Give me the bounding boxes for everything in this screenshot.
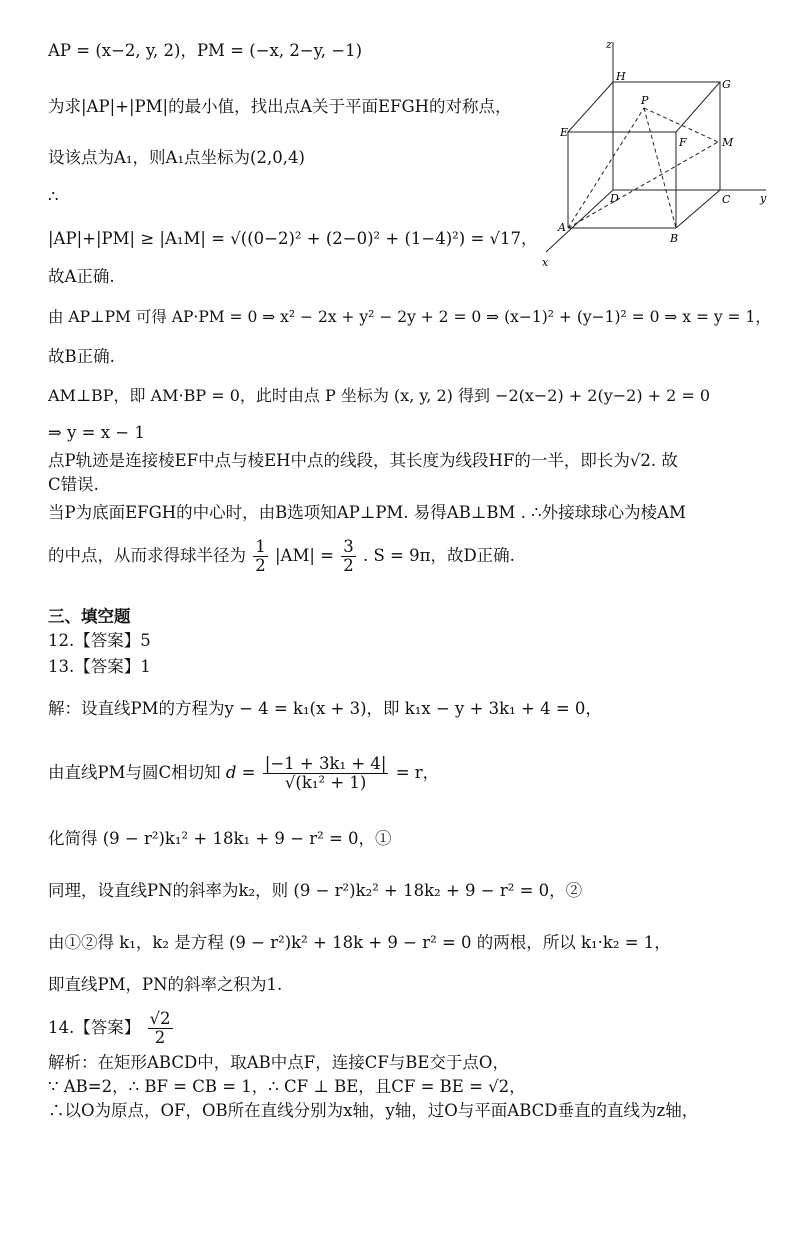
label-x: x [542, 256, 549, 269]
simplified-equation-1: 化简得 (9 − r²)k₁² + 18k₁ + 9 − r² = 0，① [48, 829, 392, 848]
answer-12: 12.【答案】5 [48, 631, 151, 650]
distance-inequality: |AP|+|PM| ≥ |A₁M| = √((0−2)² + (2−0)² + (1−4)²) = √17， [48, 229, 538, 248]
edge-bc [676, 190, 720, 228]
tangent-suffix: = r， [395, 763, 440, 782]
line-pm-equation: 解：设直线PM的方程为y − 4 = k₁(x + 3)，即 k₁x − y + 3k₁ + 4 = 0， [48, 699, 602, 718]
label-y: y [760, 192, 767, 205]
roots-statement: 由①②得 k₁，k₂ 是方程 (9 − r²)k² + 18k + 9 − r² = 0 的两根，所以 k₁·k₂ = 1， [48, 933, 671, 952]
label-b: B [670, 232, 679, 245]
vector-coordinates-line: AP = (x−2, y, 2)，PM = (−x, 2−y, −1) [48, 41, 363, 60]
answer-14-line [48, 1010, 175, 1047]
analysis-line-2: ∵ AB=2，∴ BF = CB = 1，∴ CF ⊥ BE，且CF = BE = √2， [48, 1077, 526, 1096]
option-d-conclusion: . S = 9π，故D正确. [363, 546, 515, 565]
label-e: E [560, 126, 569, 139]
tangent-prefix: 由直线PM与圆C相切知 [48, 763, 221, 782]
segment-am [568, 142, 718, 228]
label-a: A [558, 221, 566, 234]
label-d: D [610, 192, 619, 205]
label-m: M [722, 136, 734, 149]
label-c: C [722, 193, 731, 206]
perpendicular-derivation: 由 AP⊥PM 可得 AP·PM = 0 ⇒ x² − 2x + y² − 2y + 2 = 0 ⇒ (x−1)² + (y−1)² = 0 ⇒ x = y = 1， [48, 308, 771, 326]
am-bp-derivation: AM⊥BP，即 AM·BP = 0，此时由点 P 坐标为 (x, y, 2) 得到 −2(x−2) + 2(y−2) + 2 = 0 [48, 386, 711, 405]
option-a-conclusion: 故A正确. [48, 267, 115, 286]
analysis-line-3: ∴以O为原点，OF，OB所在直线分别为x轴，y轴，过O与平面ABCD垂直的直线为z轴， [48, 1101, 699, 1120]
simplified-equation-2: 同理，设直线PN的斜率为k₂，则 (9 − r²)k₂² + 18k₂ + 9 − r² = 0，② [48, 881, 583, 900]
segment-ap [568, 108, 644, 228]
option-b-conclusion: 故B正确. [48, 347, 115, 366]
label-f: F [679, 136, 687, 149]
trajectory-description: 点P轨迹是连接棱EF中点与棱EH中点的线段，其长度为线段HF的一半，即长为√2. 故 [48, 451, 678, 470]
option-c-conclusion: C错误. [48, 475, 99, 494]
sphere-center-statement: 当P为底面EFGH的中心时，由B选项知AP⊥PM. 易得AB⊥BM . ∴外接球球心为棱AM [48, 503, 686, 522]
radius-prefix: 的中点，从而求得球半径为 [48, 546, 246, 565]
symmetric-point-line: 设该点为A₁，则A₁点坐标为(2,0,4) [48, 148, 305, 167]
label-p: P [641, 94, 649, 107]
label-g: G [722, 78, 731, 91]
label-h: H [616, 70, 626, 83]
radius-fraction: $\frac{3}{2}$ [343, 537, 354, 575]
min-value-statement: 为求|AP|+|PM|的最小值，找出点A关于平面EFGH的对称点， [48, 97, 512, 116]
slope-product-conclusion: 即直线PM，PN的斜率之积为1. [48, 975, 283, 994]
answer-14-label: 14.【答案】 [48, 1018, 141, 1037]
distance-symbol: d = [225, 763, 256, 782]
label-z: z [606, 38, 612, 51]
x-axis [546, 190, 613, 252]
segment-pb [644, 108, 676, 228]
distance-fraction: $\frac{\text{|−1 + 3k₁ + 4|}}{\text{√(k₁² + 1)}}$ [264, 754, 387, 792]
answer-14-fraction: $\frac{√2}{2}$ [149, 1009, 171, 1047]
half-fraction: $\frac{1}{2}$ [255, 537, 266, 575]
cube-figure [528, 30, 778, 270]
tangent-condition-line [48, 755, 439, 792]
sphere-radius-line [48, 538, 515, 575]
section-heading: 三、填空题 [48, 607, 131, 626]
analysis-line-1: 解析：在矩形ABCD中，取AB中点F，连接CF与BE交于点O， [48, 1053, 509, 1072]
answer-13: 13.【答案】1 [48, 657, 151, 676]
top-face [568, 82, 720, 132]
therefore-symbol: ∴ [48, 187, 59, 206]
y-relation: ⇒ y = x − 1 [48, 423, 145, 442]
am-length: |AM| = [275, 546, 334, 565]
